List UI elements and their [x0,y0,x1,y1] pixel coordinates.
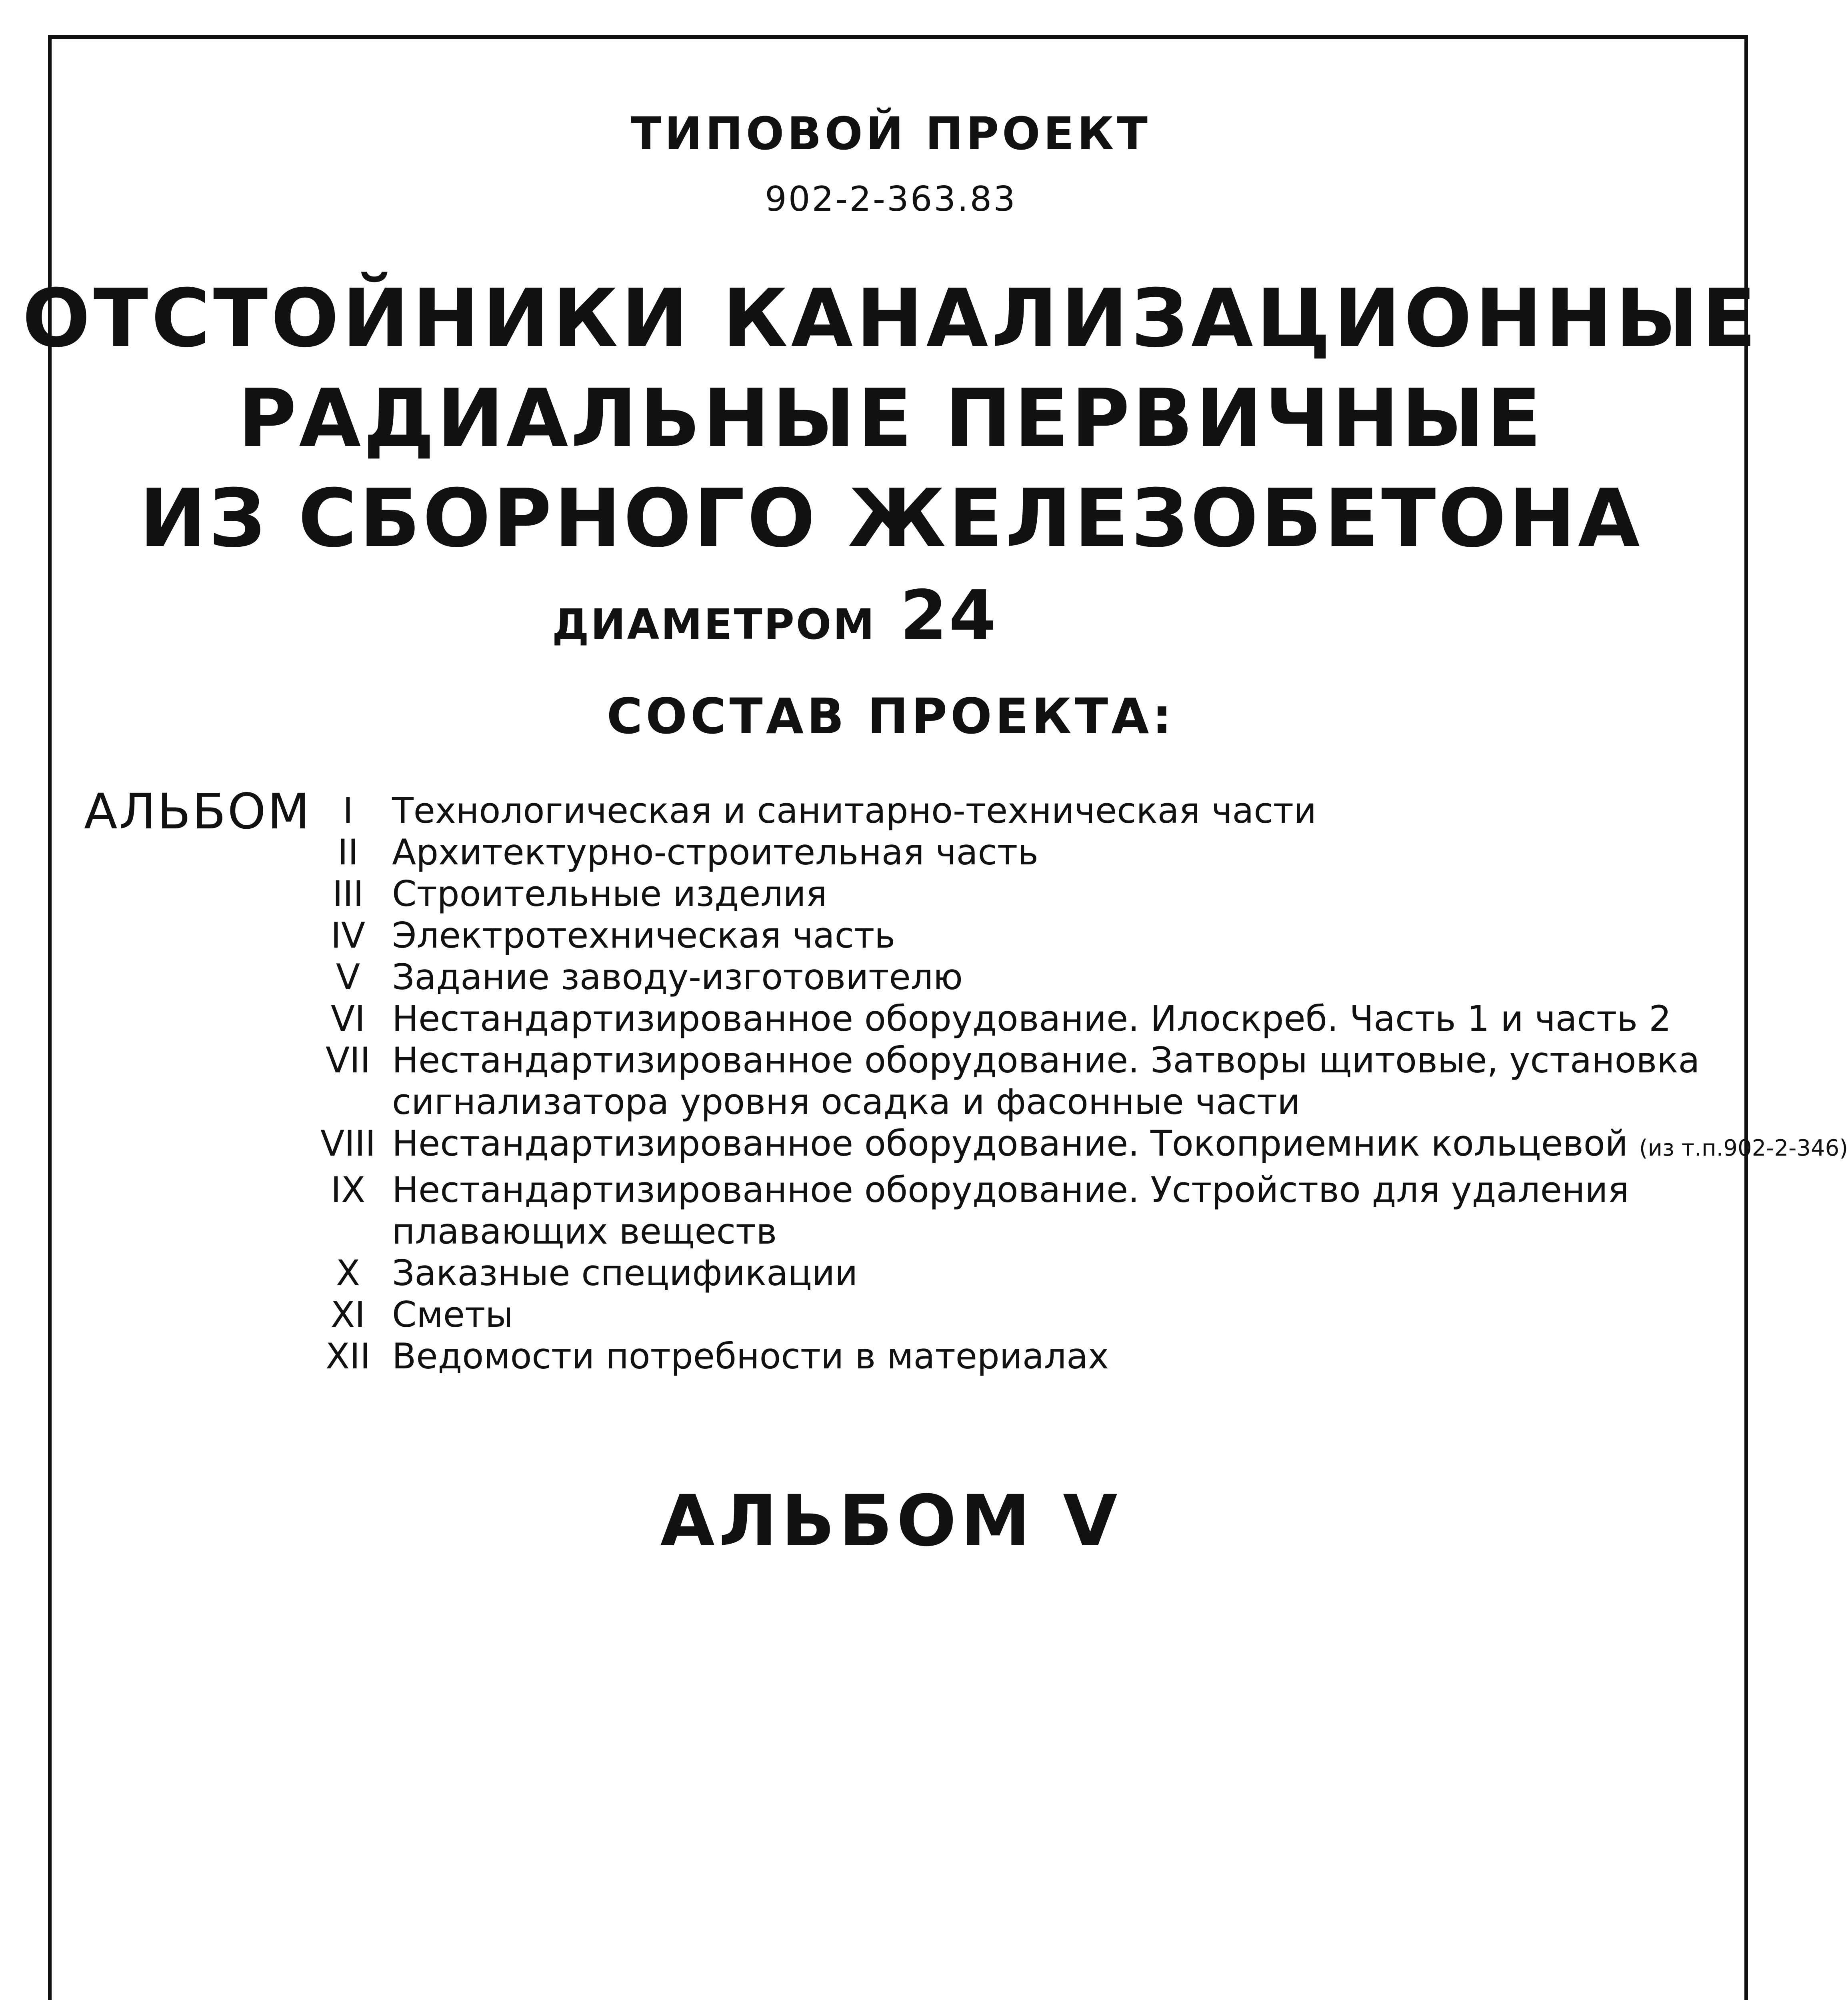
album-list [304,790,1848,1377]
album-title: Задание заводу-изготовителю [392,956,963,998]
album-title: Ведомости потребности в материалах [392,1336,1109,1377]
album-title: Нестандартизированное оборудование. Токоприемник кольцевой [392,1123,1628,1164]
album-number: I [343,790,353,831]
diameter-line [552,576,998,655]
list-item [304,956,1744,998]
list-item [304,915,1744,956]
list-item [304,998,1744,1040]
title-line-1: ОТСТОЙНИКИ КАНАЛИЗАЦИОННЫЕ [22,272,1760,365]
list-item [304,1336,1744,1377]
album-title: Сметы [392,1294,513,1335]
list-item [304,832,1744,873]
album-number: X [336,1252,360,1294]
list-item [304,1123,1848,1169]
list-item [304,1252,1744,1294]
album-title: Технологическая и санитарно-техническая части [392,790,1317,831]
album-title-block [392,1169,1629,1252]
album-number: V [336,956,360,998]
title-line-3: ИЗ СБОРНОГО ЖЕЛЕЗОБЕТОНА [139,472,1642,565]
album-title: Архитектурно-строительная часть [392,832,1039,873]
title-line-2: РАДИАЛЬНЫЕ ПЕРВИЧНЫЕ [238,372,1544,465]
composition-heading: СОСТАВ ПРОЕКТА: [606,688,1175,745]
album-title-continued: плавающих веществ [392,1211,777,1252]
diameter-label: ДИАМЕТРОМ [552,600,876,649]
album-title: Строительные изделия [392,873,827,914]
album-number: III [332,873,364,914]
album-title-continued: сигнализатора уровня осадка и фасонные части [392,1081,1300,1122]
album-number: VIII [320,1123,376,1164]
list-item [304,1294,1744,1336]
stamp-title: ТИПОВОЙ ПРОЕКТ [631,108,1151,160]
album-word: АЛЬБОМ [84,783,311,840]
album-number: VII [325,1040,371,1081]
list-item [304,790,1744,832]
album-number: II [338,832,358,873]
album-number: XII [325,1336,371,1377]
album-title: Нестандартизированное оборудование. Устройство для удаления [392,1169,1629,1210]
album-title: Электротехническая часть [392,915,896,956]
album-title-block [392,1040,1700,1123]
album-number: IV [330,915,366,956]
album-title: Заказные спецификации [392,1252,858,1294]
album-title: Нестандартизированное оборудование. Илоскреб. Часть 1 и часть 2 [392,998,1672,1039]
current-album-heading: АЛЬБОМ V [660,1480,1122,1562]
album-number: VI [330,998,366,1039]
list-item [304,1040,1744,1123]
list-item [304,873,1744,915]
album-number: XI [330,1294,366,1335]
album-title: Нестандартизированное оборудование. Затворы щитовые, установка [392,1040,1700,1081]
album-number: IX [330,1169,366,1210]
album-title-block [392,1123,1848,1169]
project-number: 902-2-363.83 [765,179,1017,219]
diameter-value: 24 [900,576,998,655]
album-note: (из т.п.902-2-346) [1639,1135,1848,1161]
list-item [304,1169,1744,1252]
